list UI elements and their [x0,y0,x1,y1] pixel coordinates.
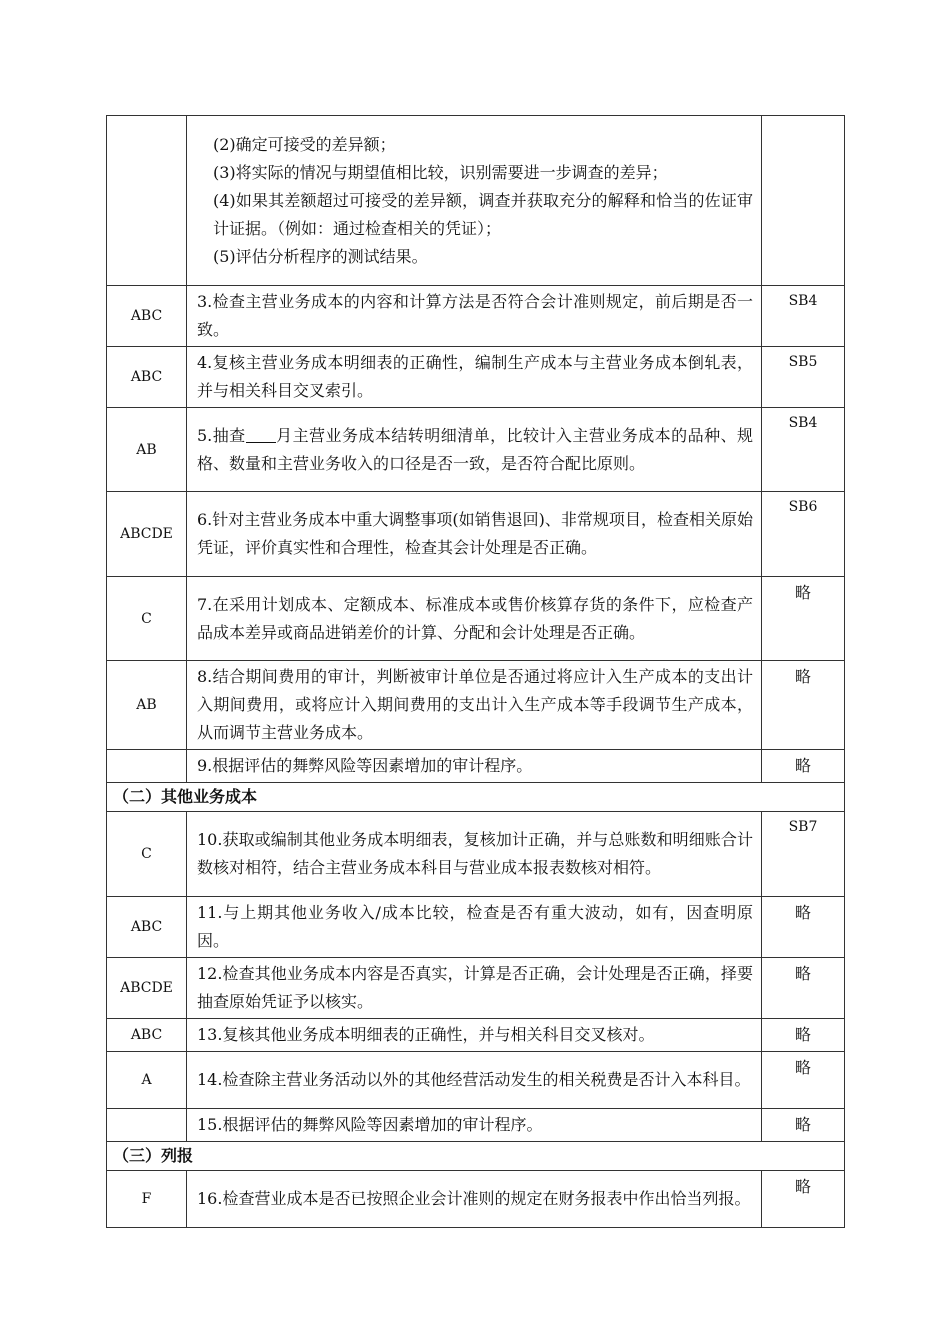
table-row [107,897,845,958]
objective-code: ABCDE [107,492,187,577]
objective-code: AB [107,408,187,492]
blank-month-field [246,424,276,443]
objective-code: ABC [107,897,187,958]
table-row [107,750,845,783]
procedure-description [187,408,762,492]
procedure-description: 7.在采用计划成本、定额成本、标准成本或售价核算存货的条件下，应检查产品成本差异或商品进销差价的计算、分配和会计处理是否正确。 [187,577,762,661]
procedure-description: 4.复核主营业务成本明细表的正确性，编制生产成本与主营业务成本倒轧表，并与相关科目交叉索引。 [187,347,762,408]
workpaper-ref: 略 [762,577,845,661]
objective-code: ABCDE [107,958,187,1019]
procedure-description: 10.获取或编制其他业务成本明细表，复核加计正确，并与总账数和明细账合计数核对相符，结合主营业务成本科目与营业成本报表数核对相符。 [187,812,762,897]
table-row [107,661,845,750]
procedure-line: (5)评估分析程序的测试结果。 [213,246,428,266]
workpaper-ref [762,116,845,286]
procedure-description: 12.检查其他业务成本内容是否真实，计算是否正确，会计处理是否正确，择要抽查原始凭证予以核实。 [187,958,762,1019]
workpaper-ref: SB4 [762,286,845,347]
procedure-description: 16.检查营业成本是否已按照企业会计准则的规定在财务报表中作出恰当列报。 [187,1171,762,1228]
section-heading: （二）其他业务成本 [107,783,845,812]
procedure-line: (4)如果其差额超过可接受的差异额，调查并获取充分的解释和恰当的佐证审计证据。（例如：通过检查相关的凭证）； [213,190,753,238]
procedure-description: 15.根据评估的舞弊风险等因素增加的审计程序。 [187,1109,762,1142]
workpaper-ref: 略 [762,661,845,750]
workpaper-ref: SB4 [762,408,845,492]
objective-code: C [107,577,187,661]
workpaper-ref: SB6 [762,492,845,577]
table-row [107,1052,845,1109]
objective-code: ABC [107,347,187,408]
table-row [107,1109,845,1142]
procedure-description [187,116,762,286]
objective-code: ABC [107,286,187,347]
procedure-description: 6.针对主营业务成本中重大调整事项(如销售退回)、非常规项目，检查相关原始凭证，评价真实性和合理性，检查其会计处理是否正确。 [187,492,762,577]
workpaper-ref: 略 [762,958,845,1019]
procedure-description: 13.复核其他业务成本明细表的正确性，并与相关科目交叉核对。 [187,1019,762,1052]
table-row [107,812,845,897]
workpaper-ref: 略 [762,897,845,958]
procedure-line: (3)将实际的情况与期望值相比较，识别需要进一步调查的差异； [213,162,668,182]
audit-procedure-table [106,115,845,1228]
table-row [107,1171,845,1228]
procedure-description: 8.结合期间费用的审计，判断被审计单位是否通过将应计入生产成本的支出计入期间费用，或将应计入期间费用的支出计入生产成本等手段调节生产成本，从而调节主营业务成本。 [187,661,762,750]
section-heading: （三）列报 [107,1142,845,1171]
objective-code [107,1109,187,1142]
table-row [107,577,845,661]
objective-code: AB [107,661,187,750]
objective-code [107,750,187,783]
table-row [107,958,845,1019]
table-row [107,286,845,347]
workpaper-ref: 略 [762,1019,845,1052]
objective-code: C [107,812,187,897]
workpaper-ref: SB5 [762,347,845,408]
table-row [107,116,845,286]
objective-code: A [107,1052,187,1109]
procedure-description: 9.根据评估的舞弊风险等因素增加的审计程序。 [187,750,762,783]
procedure-description: 3.检查主营业务成本的内容和计算方法是否符合会计准则规定，前后期是否一致。 [187,286,762,347]
procedure-description: 11.与上期其他业务收入/成本比较，检查是否有重大波动，如有，因查明原因。 [187,897,762,958]
procedure-line: (2)确定可接受的差异额； [213,134,396,154]
workpaper-ref: 略 [762,1109,845,1142]
workpaper-ref: 略 [762,1052,845,1109]
workpaper-ref: 略 [762,1171,845,1228]
section-row [107,783,845,812]
table-row [107,408,845,492]
workpaper-ref: SB7 [762,812,845,897]
table-row [107,1019,845,1052]
table-row [107,347,845,408]
objective-code [107,116,187,286]
procedure-text-start: 5.抽查 [197,425,246,445]
section-row [107,1142,845,1171]
workpaper-ref: 略 [762,750,845,783]
procedure-text-end: 月主营业务成本结转明细清单，比较计入主营业务成本的品种、规格、数量和主营业务收入的口径是否一致，是否符合配比原则。 [197,425,753,473]
objective-code: F [107,1171,187,1228]
table-row [107,492,845,577]
procedure-description: 14.检查除主营业务活动以外的其他经营活动发生的相关税费是否计入本科目。 [187,1052,762,1109]
objective-code: ABC [107,1019,187,1052]
